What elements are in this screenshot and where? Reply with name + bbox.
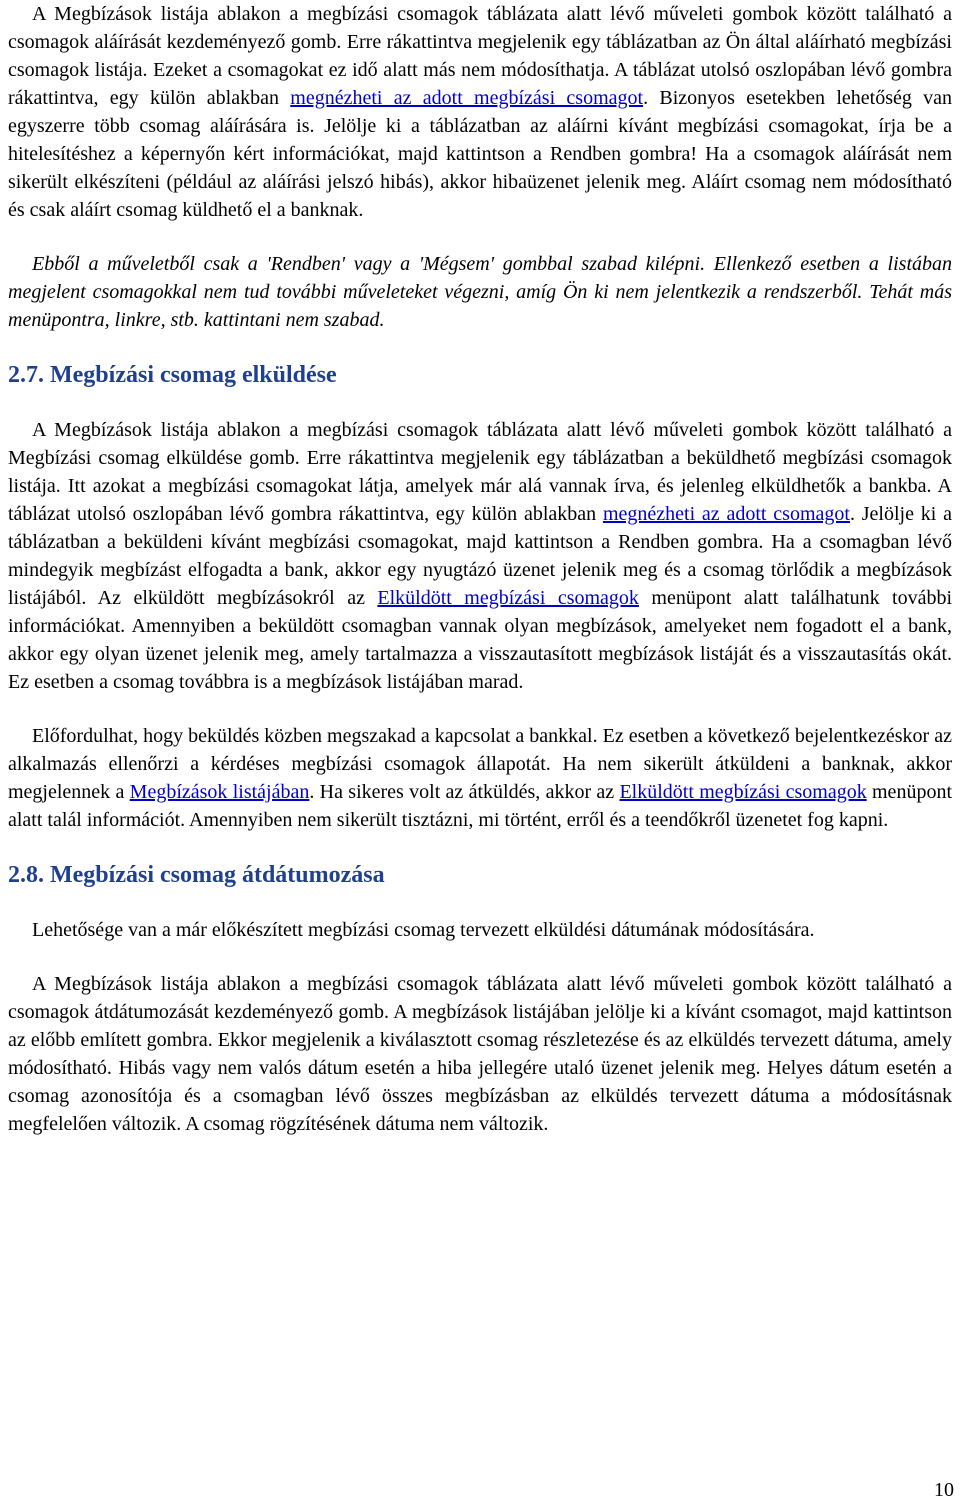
page-number: 10 [934,1479,954,1501]
sent-packages-link-2[interactable]: Elküldött megbízási csomagok [619,781,867,803]
section-heading-2-7: 2.7. Megbízási csomag elküldése [8,362,337,388]
paragraph-text: menüpont alatt találhatunk további információkat. Amennyiben a beküldött csomagban vannak olyan megbízások, amelyeket nem fogadott el a bank, akkor egy olyan üzenet jelenik meg, amely tartalmazza a visszautasított megbízások listáját és a visszautasítás okát. Ez esetben a csomag továbbra is a megbízások listájában marad. [8,587,953,693]
section-heading-2-8: 2.8. Megbízási csomag átdátumozása [8,862,385,888]
orders-list-link[interactable]: Megbízások listájában [129,781,310,803]
paragraph-text: menüpont alatt talál információt. Amennyiben nem sikerült tisztázni, mi történt, erről és a teendőkről üzenetet fog kapni. [8,781,952,831]
view-package-link[interactable]: megnézheti az adott megbízási csomagot [290,87,644,109]
paragraph-connection-loss [8,722,952,834]
paragraph-text: . Ha sikeres volt az átküldés, akkor az [309,781,620,803]
paragraph-text: A Megbízások listája ablakon a megbízási csomagok táblázata alatt lévő műveleti gombok között található a Megbízási csomag elküldése gomb. Erre rákattintva megjelenik egy táblázatban a beküldhető megbízási csomagok listája. Itt azokat a megbízási csomagokat látja, amelyek már alá vannak írva, és jelenleg elküldhetők a bankba. A táblázat utolsó oszlopában lévő gombra rákattintva, egy külön ablakban [8,419,952,525]
paragraph-text: . Jelölje ki a táblázatban a beküldeni kívánt megbízási csomagokat, majd kattintson a Rendben gombra. Ha a csomagban lévő mindegyik megbízást elfogadta a bank, akkor egy nyugtázó üzenet jelenik meg és a csomag törlődik a megbízások listájából. Az elküldött megbízásokról az [8,503,953,609]
view-package-link-2[interactable]: megnézheti az adott csomagot [602,503,850,525]
sent-packages-link[interactable]: Elküldött megbízási csomagok [377,587,639,609]
paragraph-text: A Megbízások listája ablakon a megbízási csomagok táblázata alatt lévő műveleti gombok között található a csomagok aláírását kezdeményező gomb. Erre rákattintva megjelenik egy táblázatban az Ön által aláírható megbízási csomagok listája. Ezeket a csomagokat ez idő alatt más nem módosíthatja. A táblázat utolsó oszlopában lévő gombra rákattintva, egy külön ablakban [8,3,952,109]
paragraph-text: Előfordulhat, hogy beküldés közben megszakad a kapcsolat a bankkal. Ez esetben a következő bejelentkezéskor az alkalmazás ellenőrzi a kérdéses megbízási csomagok állapotát. Ha nem sikerült átküldeni a banknak, akkor megjelennek a [8,725,952,803]
paragraph-redating: A Megbízások listája ablakon a megbízási csomagok táblázata alatt lévő műveleti gombok között található a csomagok átdátumozását kezdeményező gomb. A megbízások listájában jelölje ki a kívánt csomagot, majd kattintson az előbb említett gombra. Ekkor megjelenik a kiválasztott csomag részletezése és az elküldés tervezett dátuma, amely módosítható. Hibás vagy nem valós dátum esetén a hiba jellegére utaló üzenet jelenik meg. Helyes dátum esetén a csomag azonosítója és a csomagban lévő összes megbízásban az elküldés tervezett dátuma a módosításnak megfelelően változik. A csomag rögzítésének dátuma nem változik. [8,973,952,1135]
paragraph-sending [8,416,952,696]
paragraph-warning: Ebből a műveletből csak a 'Rendben' vagy a 'Mégsem' gombbal szabad kilépni. Ellenkező esetben a listában megjelent csomagokkal nem tud további műveleteket végezni, amíg Ön ki nem jelentkezik a rendszerből. Tehát más menüpontra, linkre, stb. kattintani nem szabad. [8,253,952,331]
document-page [8,0,952,1138]
paragraph-signing [8,0,952,224]
paragraph-text: . Bizonyos esetekben lehetőség van egyszerre több csomag aláírására is. Jelölje ki a táblázatban az aláírni kívánt megbízási csomagokat, írja be a hitelesítéshez a képernyőn kért információkat, majd kattintson a Rendben gombra! Ha a csomagok aláírását nem sikerült elkészíteni (például az aláírási jelszó hibás), akkor hibaüzenet jelenik meg. Aláírt csomag nem módosítható és csak aláírt csomag küldhető el a banknak. [8,87,953,221]
paragraph-redating-intro: Lehetősége van a már előkészített megbízási csomag tervezett elküldési dátumának módosítására. [32,919,815,941]
